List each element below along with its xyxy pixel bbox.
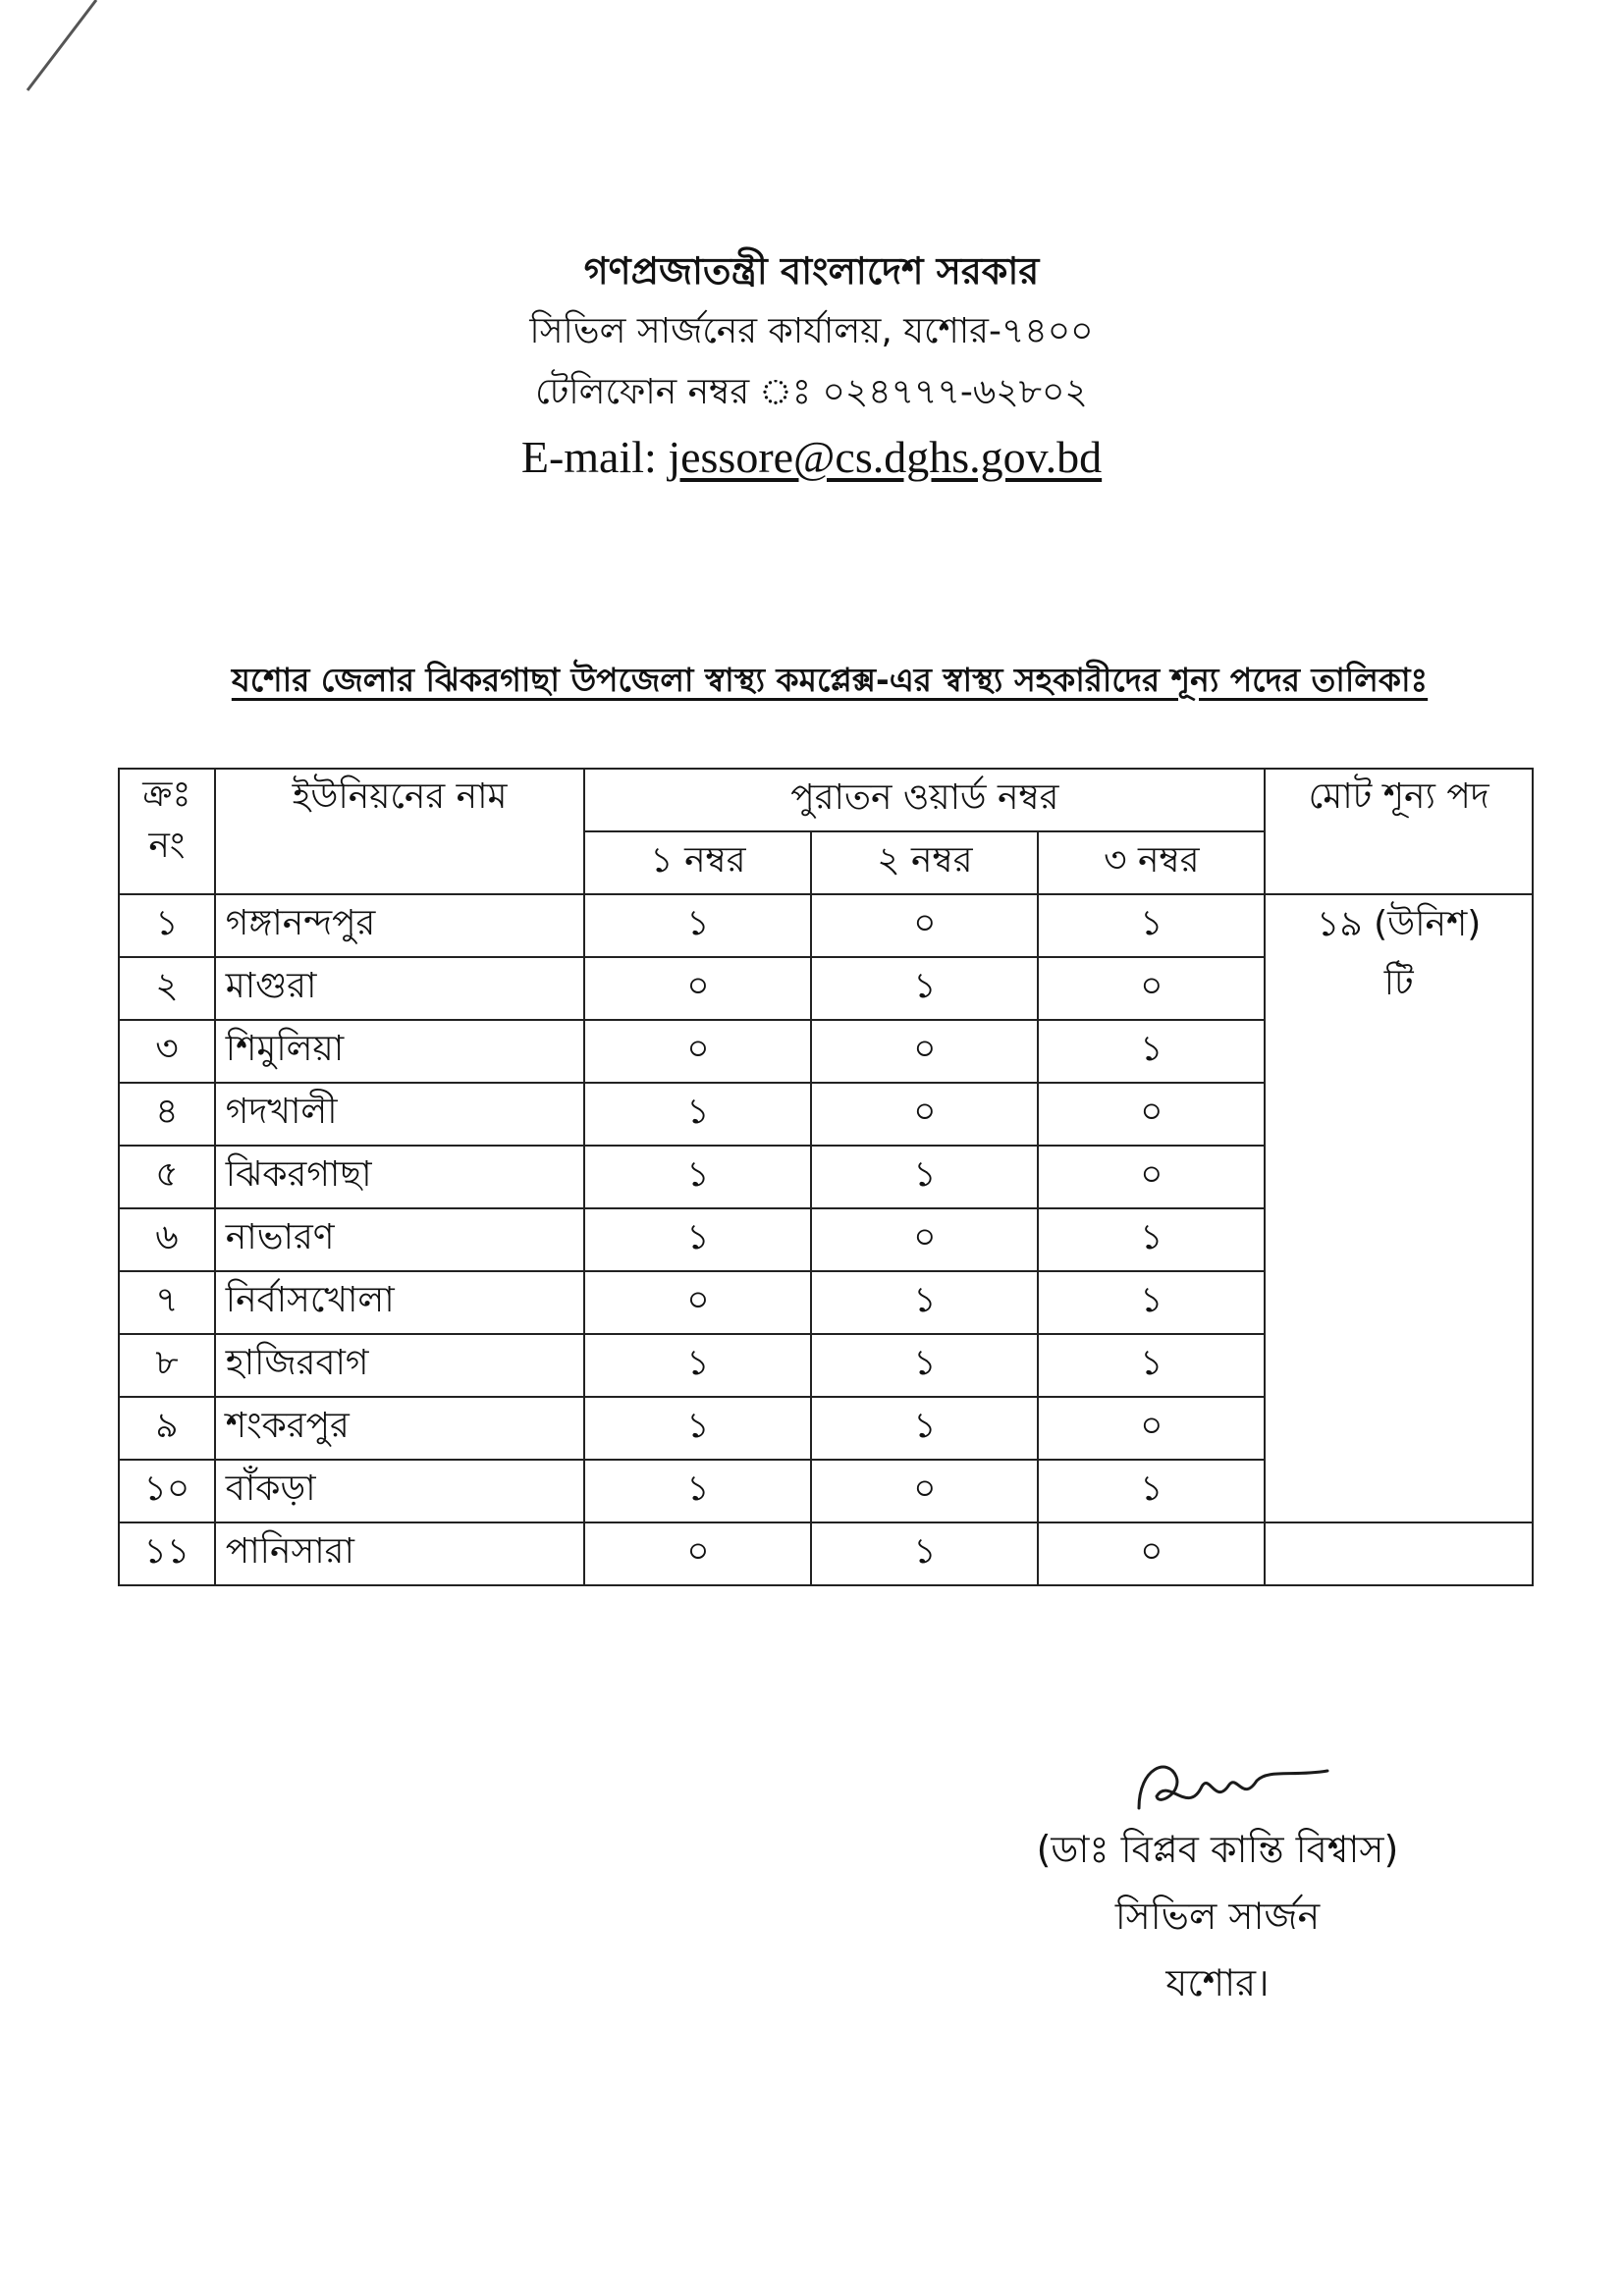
table-row [119, 1522, 1533, 1585]
ward-1-cell: ১ [584, 1397, 811, 1460]
ward-3-cell: ১ [1038, 894, 1265, 957]
ward-3-cell: ১ [1038, 1208, 1265, 1271]
phone-label: টেলিফোন নম্বর ঃ [535, 372, 812, 412]
ward-2-cell: ১ [811, 1522, 1038, 1585]
serial-header [119, 769, 215, 894]
vacant-posts-table [118, 768, 1534, 1586]
signer-place: যশোর। [1165, 1961, 1270, 2004]
old-ward-number-header: পুরাতন ওয়ার্ড নম্বর [584, 769, 1265, 831]
ward-3-cell: ০ [1038, 1146, 1265, 1208]
corner-fold-mark [20, 0, 128, 98]
ward-3-cell: ০ [1038, 1083, 1265, 1146]
ward-1-cell: ১ [584, 894, 811, 957]
serial-cell: ১০ [119, 1460, 215, 1522]
union-name-cell: বাঁকড়া [215, 1460, 585, 1522]
ward-3-cell: ১ [1038, 1460, 1265, 1522]
ward-1-header: ১ নম্বর [584, 831, 811, 894]
ward-3-cell: ১ [1038, 1020, 1265, 1083]
phone-number: ০২৪৭৭৭-৬২৮০২ [822, 372, 1088, 412]
signature-block [943, 1747, 1492, 2016]
document-title [157, 656, 1502, 705]
ward-1-cell: ০ [584, 957, 811, 1020]
serial-cell: ১ [119, 894, 215, 957]
union-name-cell: নির্বাসখোলা [215, 1271, 585, 1334]
handwritten-signature [1100, 1747, 1335, 1826]
ward-2-cell: ১ [811, 957, 1038, 1020]
total-empty-cell [1265, 1522, 1533, 1585]
serial-cell: ৩ [119, 1020, 215, 1083]
serial-cell: ৭ [119, 1271, 215, 1334]
ward-1-cell: ০ [584, 1522, 811, 1585]
phone-line [0, 362, 1623, 423]
serial-cell: ৯ [119, 1397, 215, 1460]
ward-2-cell: ১ [811, 1146, 1038, 1208]
ward-1-cell: ০ [584, 1020, 811, 1083]
ward-1-cell: ১ [584, 1460, 811, 1522]
email-label: E-mail: [520, 432, 657, 482]
table-row [119, 894, 1533, 957]
total-vacant-value: ১৯ (উনিশ) [1316, 904, 1482, 944]
table-header-row [119, 769, 1533, 831]
ward-3-cell: ০ [1038, 1397, 1265, 1460]
serial-cell: ৮ [119, 1334, 215, 1397]
ward-2-cell: ০ [811, 1208, 1038, 1271]
ward-1-cell: ০ [584, 1271, 811, 1334]
ward-3-header: ৩ নম্বর [1038, 831, 1265, 894]
ward-2-cell: ০ [811, 894, 1038, 957]
office-address: সিভিল সার্জনের কার্যালয়, যশোর-৭৪০০ [529, 311, 1094, 351]
serial-cell: ৫ [119, 1146, 215, 1208]
ward-2-cell: ০ [811, 1460, 1038, 1522]
union-name-cell: গদখালী [215, 1083, 585, 1146]
ward-3-cell: ০ [1038, 1522, 1265, 1585]
union-name-header: ইউনিয়নের নাম [215, 769, 585, 894]
signer-name: (ডাঃ বিপ্লব কান্তি বিশ্বাস) [1036, 1828, 1399, 1871]
union-name-cell: গঙ্গানন্দপুর [215, 894, 585, 957]
letterhead [0, 240, 1623, 492]
serial-cell: ২ [119, 957, 215, 1020]
ward-2-header: ২ নম্বর [811, 831, 1038, 894]
union-name-cell: মাগুরা [215, 957, 585, 1020]
ward-3-cell: ১ [1038, 1334, 1265, 1397]
ward-1-cell: ১ [584, 1334, 811, 1397]
ward-2-cell: ০ [811, 1020, 1038, 1083]
total-vacant-header: মোট শূন্য পদ [1265, 769, 1533, 894]
ward-3-cell: ০ [1038, 957, 1265, 1020]
union-name-cell: ঝিকরগাছা [215, 1146, 585, 1208]
ward-3-cell: ১ [1038, 1271, 1265, 1334]
organization-name: গণপ্রজাতন্ত্রী বাংলাদেশ সরকার [583, 249, 1040, 293]
serial-cell: ৪ [119, 1083, 215, 1146]
ward-1-cell: ১ [584, 1208, 811, 1271]
signer-designation: সিভিল সার্জন [1114, 1895, 1321, 1938]
total-vacant-unit: টি [1383, 963, 1414, 1003]
ward-2-cell: ১ [811, 1271, 1038, 1334]
union-name-cell: নাভারণ [215, 1208, 585, 1271]
ward-2-cell: ১ [811, 1334, 1038, 1397]
ward-2-cell: ১ [811, 1397, 1038, 1460]
total-vacant-cell [1265, 894, 1533, 1522]
ward-1-cell: ১ [584, 1083, 811, 1146]
ward-2-cell: ০ [811, 1083, 1038, 1146]
union-name-cell: শিমুলিয়া [215, 1020, 585, 1083]
serial-cell: ৬ [119, 1208, 215, 1271]
union-name-cell: হাজিরবাগ [215, 1334, 585, 1397]
serial-header-line-1: ক্রঃ [142, 774, 191, 815]
document-title-text: যশোর জেলার ঝিকরগাছা উপজেলা স্বাস্থ্য কমপ্লেক্স-এর স্বাস্থ্য সহকারীদের শূন্য পদের তালিকাঃ [231, 661, 1429, 699]
serial-header-line-2: নং [148, 826, 186, 866]
union-name-cell: শংকরপুর [215, 1397, 585, 1460]
ward-1-cell: ১ [584, 1146, 811, 1208]
serial-cell: ১১ [119, 1522, 215, 1585]
email-line [0, 423, 1623, 492]
email-address[interactable]: jessore@cs.dghs.gov.bd [668, 432, 1103, 482]
union-name-cell: পানিসারা [215, 1522, 585, 1585]
